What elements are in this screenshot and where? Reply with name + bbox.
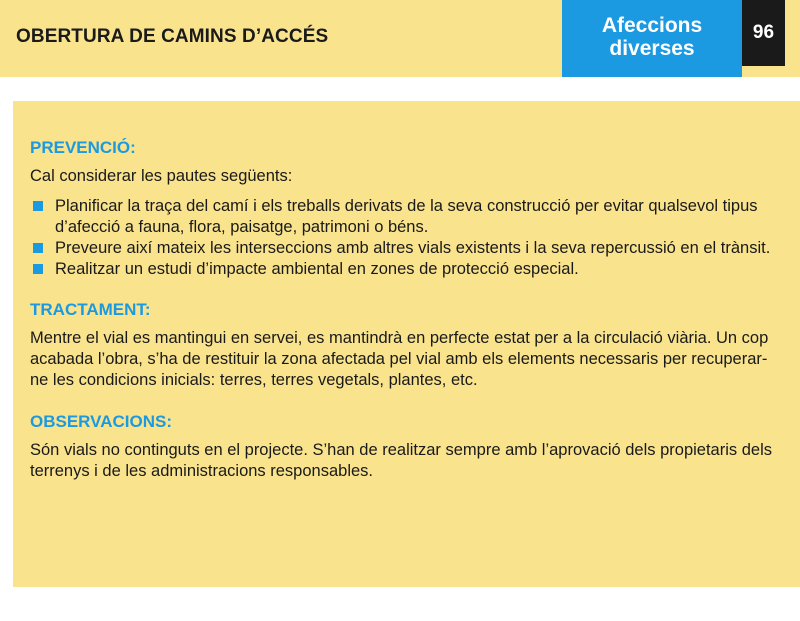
list-item <box>30 259 780 280</box>
category-box <box>562 0 742 77</box>
prevencio-heading: PREVENCIÓ: <box>30 138 136 157</box>
page-title: OBERTURA DE CAMINS D’ACCÉS <box>16 26 329 47</box>
category-line-1: Afeccions <box>601 14 703 37</box>
list-item-text: Planificar la traça del camí i els treballs derivats de la seva construcció per evitar qualsevol tipus d’afecció a fauna, flora, paisatge, patrimoni o béns. <box>55 197 758 236</box>
list-item <box>30 196 780 238</box>
square-bullet-icon <box>33 264 43 274</box>
square-bullet-icon <box>33 243 43 253</box>
prevencio-list <box>30 196 780 280</box>
list-item <box>30 238 780 259</box>
list-item-text: Realitzar un estudi d’impacte ambiental en zones de protecció especial. <box>55 260 579 278</box>
list-item-text: Preveure així mateix les interseccions amb altres vials existents i la seva repercussió en el trànsit. <box>55 239 771 257</box>
prevencio-intro: Cal considerar les pautes següents: <box>30 167 293 185</box>
page-number: 96 <box>742 0 785 66</box>
observacions-heading: OBSERVACIONS: <box>30 412 173 431</box>
observacions-text: Són vials no continguts en el projecte. S’han de realitzar sempre amb l’aprovació dels propietaris dels terrenys i de les administracions responsables. <box>30 441 772 480</box>
page-header <box>0 0 800 77</box>
content-panel <box>13 101 800 587</box>
tractament-heading: TRACTAMENT: <box>30 300 151 319</box>
square-bullet-icon <box>33 201 43 211</box>
category-line-2: diverses <box>609 37 695 60</box>
tractament-text: Mentre el vial es mantingui en servei, es mantindrà en perfecte estat per a la circulació viària. Un cop acabada l’obra, s’ha de restituir la zona afectada pel vial amb els elements necessaris per recuperar-ne les condicions inicials: terres, terres vegetals, plantes, etc. <box>30 329 769 389</box>
